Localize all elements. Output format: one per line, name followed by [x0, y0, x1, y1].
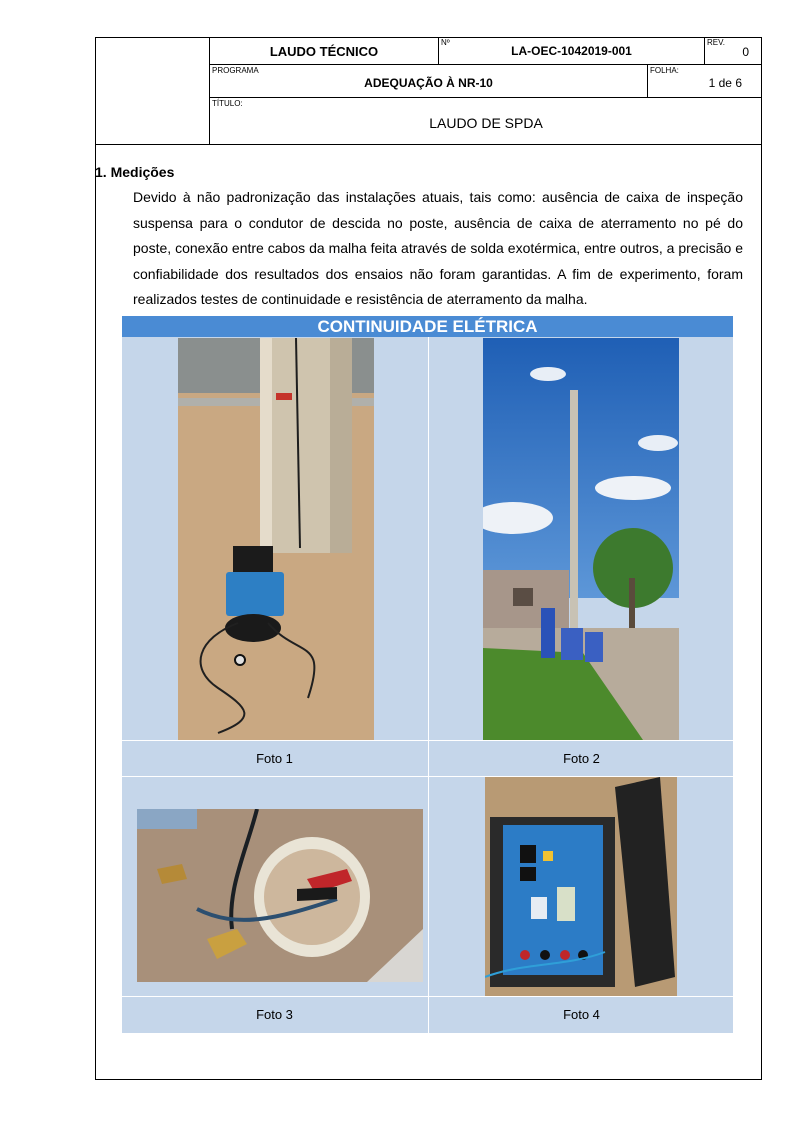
- folha-cell: [648, 65, 762, 98]
- folha-value: 1 de 6: [708, 76, 742, 90]
- rev-label: REV.: [707, 38, 725, 47]
- titulo-value: LAUDO DE SPDA: [429, 115, 543, 131]
- caption-foto-1: Foto 1: [256, 751, 293, 766]
- doc-type-cell: [210, 37, 439, 65]
- doc-type: LAUDO TÉCNICO: [269, 44, 379, 59]
- caption-foto-2: Foto 2: [563, 751, 600, 766]
- programa-cell: [210, 65, 648, 98]
- doc-number: LA-OEC-1042019-001: [511, 44, 632, 58]
- column-divider: [428, 337, 429, 1033]
- no-label: Nº: [441, 38, 450, 47]
- logo-cell: [95, 37, 210, 145]
- programa-value: ADEQUAÇÃO À NR-10: [364, 76, 493, 90]
- caption-foto-3: Foto 3: [256, 1007, 293, 1022]
- table-heading: CONTINUIDADE ELÉTRICA: [122, 316, 733, 337]
- programa-label: PROGRAMA: [212, 66, 259, 75]
- photo-4: [485, 777, 677, 996]
- caption-foto-4: Foto 4: [563, 1007, 600, 1022]
- rev-value: 0: [742, 45, 749, 59]
- row-divider: [122, 740, 733, 741]
- photo-1: [178, 338, 374, 740]
- rev-cell: [705, 37, 762, 65]
- titulo-cell: [210, 98, 762, 145]
- section-paragraph: Devido à não padronização das instalações atuais, tais como: ausência de caixa de inspeção suspensa para o condutor de descida no poste, ausência de caixa de aterramento no pé do poste, conexão entre cabos da malha feita através de solda exotérmica, entre outros, a precisão e confiabilidade dos resultados dos ensaios não foram garantidas. A fim de experimento, foram realizados testes de continuidade e resistência de aterramento da malha.: [133, 189, 743, 307]
- row-divider: [122, 996, 733, 997]
- photo-2: [483, 338, 679, 740]
- photo-table: [122, 316, 733, 1033]
- photo-3: [137, 809, 423, 982]
- folha-label: FOLHA:: [650, 66, 679, 75]
- doc-number-cell: [439, 37, 705, 65]
- titulo-label: TÍTULO:: [212, 99, 243, 108]
- document-header: [95, 37, 762, 145]
- section-title: 1. Medições: [95, 164, 175, 180]
